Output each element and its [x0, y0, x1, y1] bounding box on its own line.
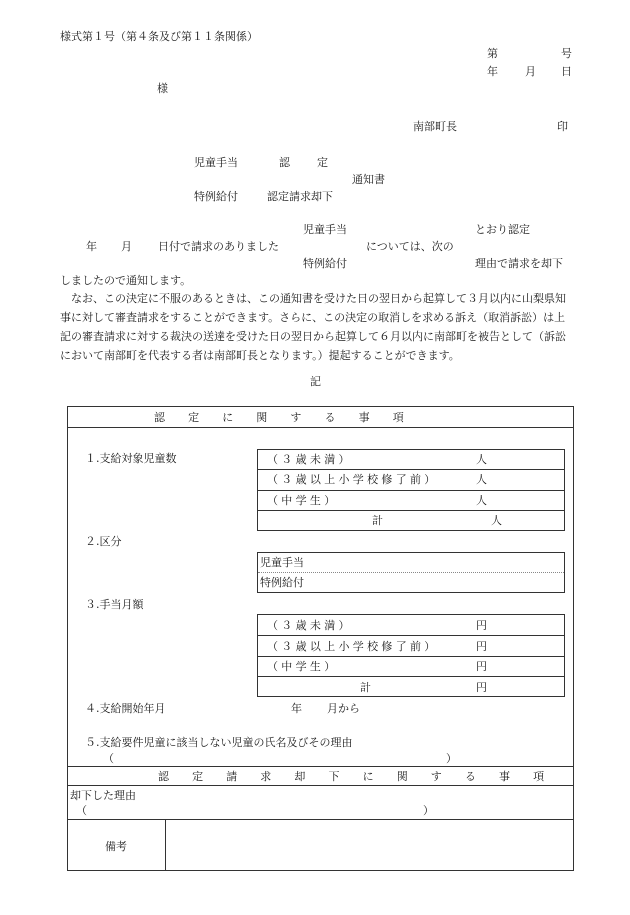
- body-year: 年: [86, 240, 97, 253]
- section2-header: 認定請求却下に関する事項: [158, 770, 568, 783]
- category-special-benefit: 特例給付: [260, 576, 304, 589]
- seal-mark: 印: [557, 120, 568, 133]
- person-unit: 人: [476, 473, 487, 486]
- children-row-under3: （３歳未満）: [267, 453, 353, 466]
- title-rejection: 認定請求却下: [267, 190, 333, 203]
- item4-label: ４.支給開始年月: [85, 702, 166, 715]
- category-child-allowance: 児童手当: [260, 556, 304, 569]
- amount-row-under3: （３歳未満）: [267, 619, 353, 632]
- body-rejected-reason: 理由で請求を却下: [475, 257, 563, 270]
- appeal-instructions: なお、この決定に不服のあるときは、この通知書を受けた日の翌日から起算して３月以内に山梨県知事に対して審査請求をすることができます。さらに、この決定の取消しを求める訴え（取消訴訟）は上記の審査請求に対する裁決の送達を受けた日の翌日から起算して６月以内に南部町を被告として（訴訟において南部町を代表する者は南部町長となります。）提起することができます。: [60, 292, 566, 362]
- yen-unit: 円: [476, 619, 487, 632]
- reason-paren-close: ）: [423, 804, 434, 817]
- yen-unit: 円: [476, 660, 487, 673]
- amount-row-preschool: （３歳以上小学校修了前）: [267, 640, 439, 653]
- date-month-label: 月: [525, 65, 536, 78]
- body-notify: しましたので通知します。: [60, 274, 192, 287]
- section2-top-divider: [67, 766, 574, 767]
- issuer-name: 南部町長: [413, 120, 457, 133]
- yen-unit: 円: [476, 640, 487, 653]
- item2-label: ２.区分: [85, 535, 122, 548]
- remarks-column-divider: [165, 819, 166, 871]
- body-special-benefit: 特例給付: [303, 257, 347, 270]
- body-regarding: については、次の: [366, 240, 454, 253]
- date-day-label: 日: [561, 65, 572, 78]
- children-total-label: 計: [372, 514, 383, 527]
- item5-label: ５.支給要件児童に該当しない児童の氏名及びその理由: [85, 736, 353, 749]
- amount-total-label: 計: [360, 681, 371, 694]
- title-special-benefit: 特例給付: [194, 190, 238, 203]
- document-number-suffix: 号: [561, 47, 572, 60]
- section1-header: 認定に関する事項: [154, 411, 427, 424]
- body-child-allowance: 児童手当: [303, 223, 347, 236]
- title-tei: 定: [317, 156, 328, 169]
- addressee-honorific: 様: [157, 82, 168, 95]
- item1-label: １.支給対象児童数: [85, 452, 177, 465]
- title-notice: 通知書: [352, 173, 385, 186]
- body-as-approved: とおり認定: [475, 223, 530, 236]
- date-year-label: 年: [487, 65, 498, 78]
- document-number-prefix: 第: [487, 47, 498, 60]
- item5-paren-open: （: [103, 752, 114, 765]
- remarks-divider: [67, 819, 574, 820]
- item3-label: ３.手当月額: [85, 598, 144, 611]
- section1-divider: [67, 427, 574, 428]
- person-unit: 人: [476, 453, 487, 466]
- remarks-label: 備考: [105, 840, 127, 853]
- start-month-label: 月から: [327, 702, 360, 715]
- children-row-junior-high: （中学生）: [267, 494, 339, 507]
- section2-header-divider: [67, 785, 574, 786]
- title-nin: 認: [279, 156, 290, 169]
- body-requested-on: 日付で請求のありました: [158, 240, 279, 253]
- children-row-preschool: （３歳以上小学校修了前）: [267, 473, 439, 486]
- form-number-label: 様式第１号（第４条及び第１１条関係）: [60, 30, 258, 43]
- start-year-label: 年: [291, 702, 302, 715]
- amount-row-junior-high: （中学生）: [267, 660, 339, 673]
- yen-unit: 円: [476, 681, 487, 694]
- rejection-reason-label: 却下した理由: [70, 789, 136, 802]
- person-unit: 人: [491, 514, 502, 527]
- title-child-allowance: 児童手当: [194, 156, 238, 169]
- body-month: 月: [121, 240, 132, 253]
- ki-marker: 記: [310, 375, 321, 388]
- item5-paren-close: ）: [446, 752, 457, 765]
- person-unit: 人: [476, 494, 487, 507]
- reason-paren-open: （: [76, 804, 87, 817]
